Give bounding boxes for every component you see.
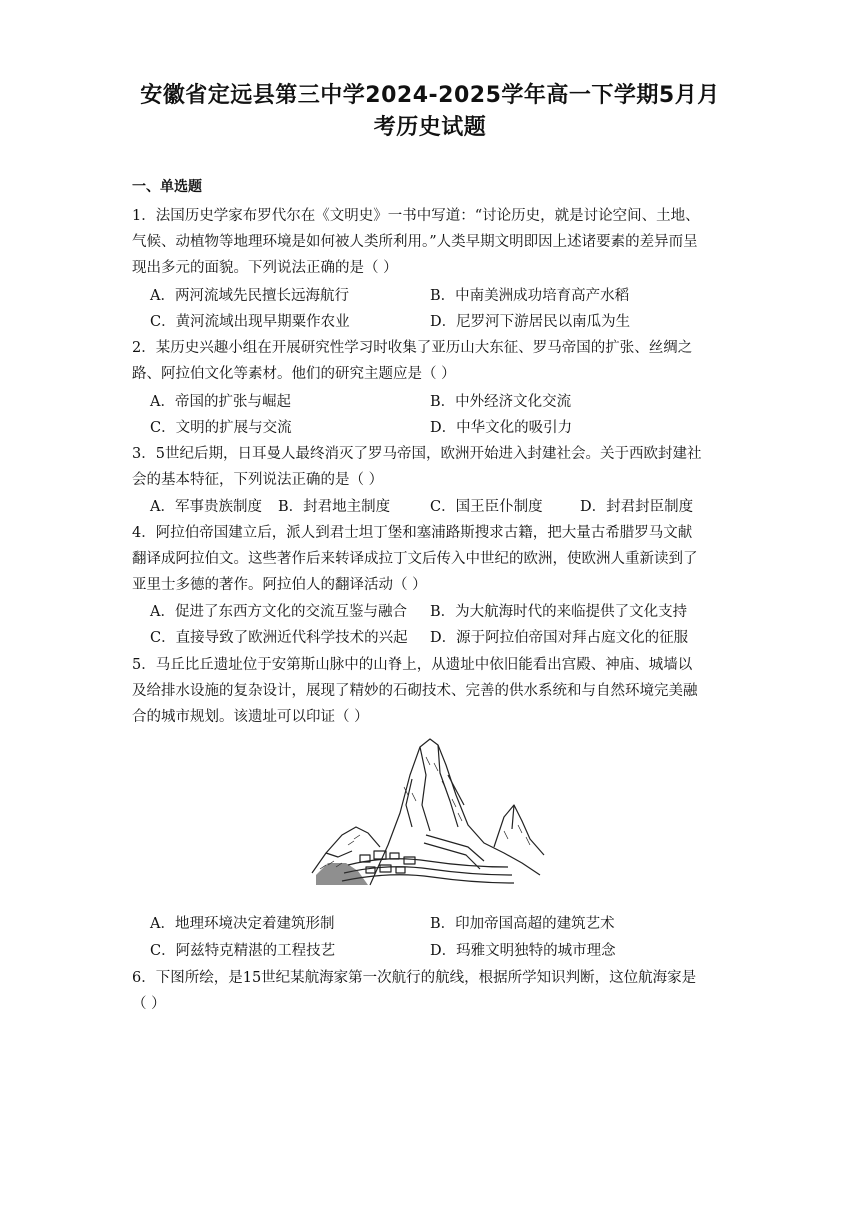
question-2-option-d[interactable]: D．中华文化的吸引力: [430, 420, 573, 436]
question-5-option-b[interactable]: B．印加帝国高超的建筑艺术: [430, 916, 615, 932]
question-2-option-a[interactable]: A．帝国的扩张与崛起: [150, 394, 291, 410]
question-1-option-d[interactable]: D．尼罗河下游居民以南瓜为生: [430, 314, 631, 330]
question-5-option-d[interactable]: D．玛雅文明独特的城市理念: [430, 943, 616, 959]
question-4-option-a[interactable]: A．促进了东西方文化的交流互鉴与融合: [150, 604, 407, 620]
question-1-line-1: 1．法国历史学家布罗代尔在《文明史》一书中写道：“讨论历史，就是讨论空间、土地、: [132, 208, 700, 224]
question-3-option-d[interactable]: D．封君封臣制度: [580, 499, 694, 515]
question-4-option-c[interactable]: C．直接导致了欧洲近代科学技术的兴起: [150, 630, 408, 646]
question-6-line-1: 6．下图所绘，是15世纪某航海家第一次航行的航线，根据所学知识判断，这位航海家是: [132, 970, 697, 986]
question-4-option-b[interactable]: B．为大航海时代的来临提供了文化支持: [430, 604, 688, 620]
question-5-option-a[interactable]: A．地理环境决定着建筑形制: [150, 916, 335, 932]
section-heading: 一、单选题: [132, 179, 202, 195]
exam-title-line-2: 考历史试题: [373, 115, 487, 140]
question-3-option-c[interactable]: C．国王臣仆制度: [430, 499, 543, 515]
question-2-option-b[interactable]: B．中外经济文化交流: [430, 394, 572, 410]
question-3-line-2: 会的基本特征，下列说法正确的是（ ）: [132, 472, 384, 488]
machu-picchu-illustration: [308, 735, 548, 895]
question-3-option-b[interactable]: B．封君地主制度: [278, 499, 391, 515]
question-6-line-2: （ ）: [132, 996, 166, 1012]
question-1-line-2: 气候、动植物等地理环境是如何被人类所利用。”人类早期文明即因上述诸要素的差异而呈: [132, 234, 698, 250]
question-1-option-c[interactable]: C．黄河流域出现早期粟作农业: [150, 314, 350, 330]
question-1-option-a[interactable]: A．两河流域先民擅长远海航行: [150, 288, 349, 304]
question-2-line-2: 路、阿拉伯文化等素材。他们的研究主题应是（ ）: [132, 366, 456, 382]
question-4-line-3: 亚里士多德的著作。阿拉伯人的翻译活动（ ）: [132, 577, 427, 593]
question-1-option-b[interactable]: B．中南美洲成功培育高产水稻: [430, 288, 630, 304]
question-4-line-2: 翻译成阿拉伯文。这些著作后来转译成拉丁文后传入中世纪的欧洲，使欧洲人重新读到了: [132, 551, 698, 567]
question-3-option-a[interactable]: A．军事贵族制度: [150, 499, 262, 515]
exam-title-line-1: 安徽省定远县第三中学2024-2025学年高一下学期5月月: [140, 83, 720, 108]
question-5-line-2: 及给排水设施的复杂设计，展现了精妙的石砌技术、完善的供水系统和与自然环境完美融: [132, 683, 698, 699]
question-5-line-3: 合的城市规划。该遗址可以印证（ ）: [132, 709, 369, 725]
question-2-line-1: 2．某历史兴趣小组在开展研究性学习时收集了亚历山大东征、罗马帝国的扩张、丝绸之: [132, 340, 693, 356]
question-5-line-1: 5．马丘比丘遗址位于安第斯山脉中的山脊上，从遗址中依旧能看出宫殿、神庙、城墙以: [132, 657, 693, 673]
question-1-line-3: 现出多元的面貌。下列说法正确的是（ ）: [132, 260, 398, 276]
question-3-line-1: 3．5世纪后期，日耳曼人最终消灭了罗马帝国，欧洲开始进入封建社会。关于西欧封建社: [132, 446, 702, 462]
question-4-option-d[interactable]: D．源于阿拉伯帝国对拜占庭文化的征服: [430, 630, 689, 646]
question-2-option-c[interactable]: C．文明的扩展与交流: [150, 420, 292, 436]
question-5-option-c[interactable]: C．阿兹特克精湛的工程技艺: [150, 943, 336, 959]
question-4-line-1: 4．阿拉伯帝国建立后，派人到君士坦丁堡和塞浦路斯搜求古籍，把大量古希腊罗马文献: [132, 525, 693, 541]
